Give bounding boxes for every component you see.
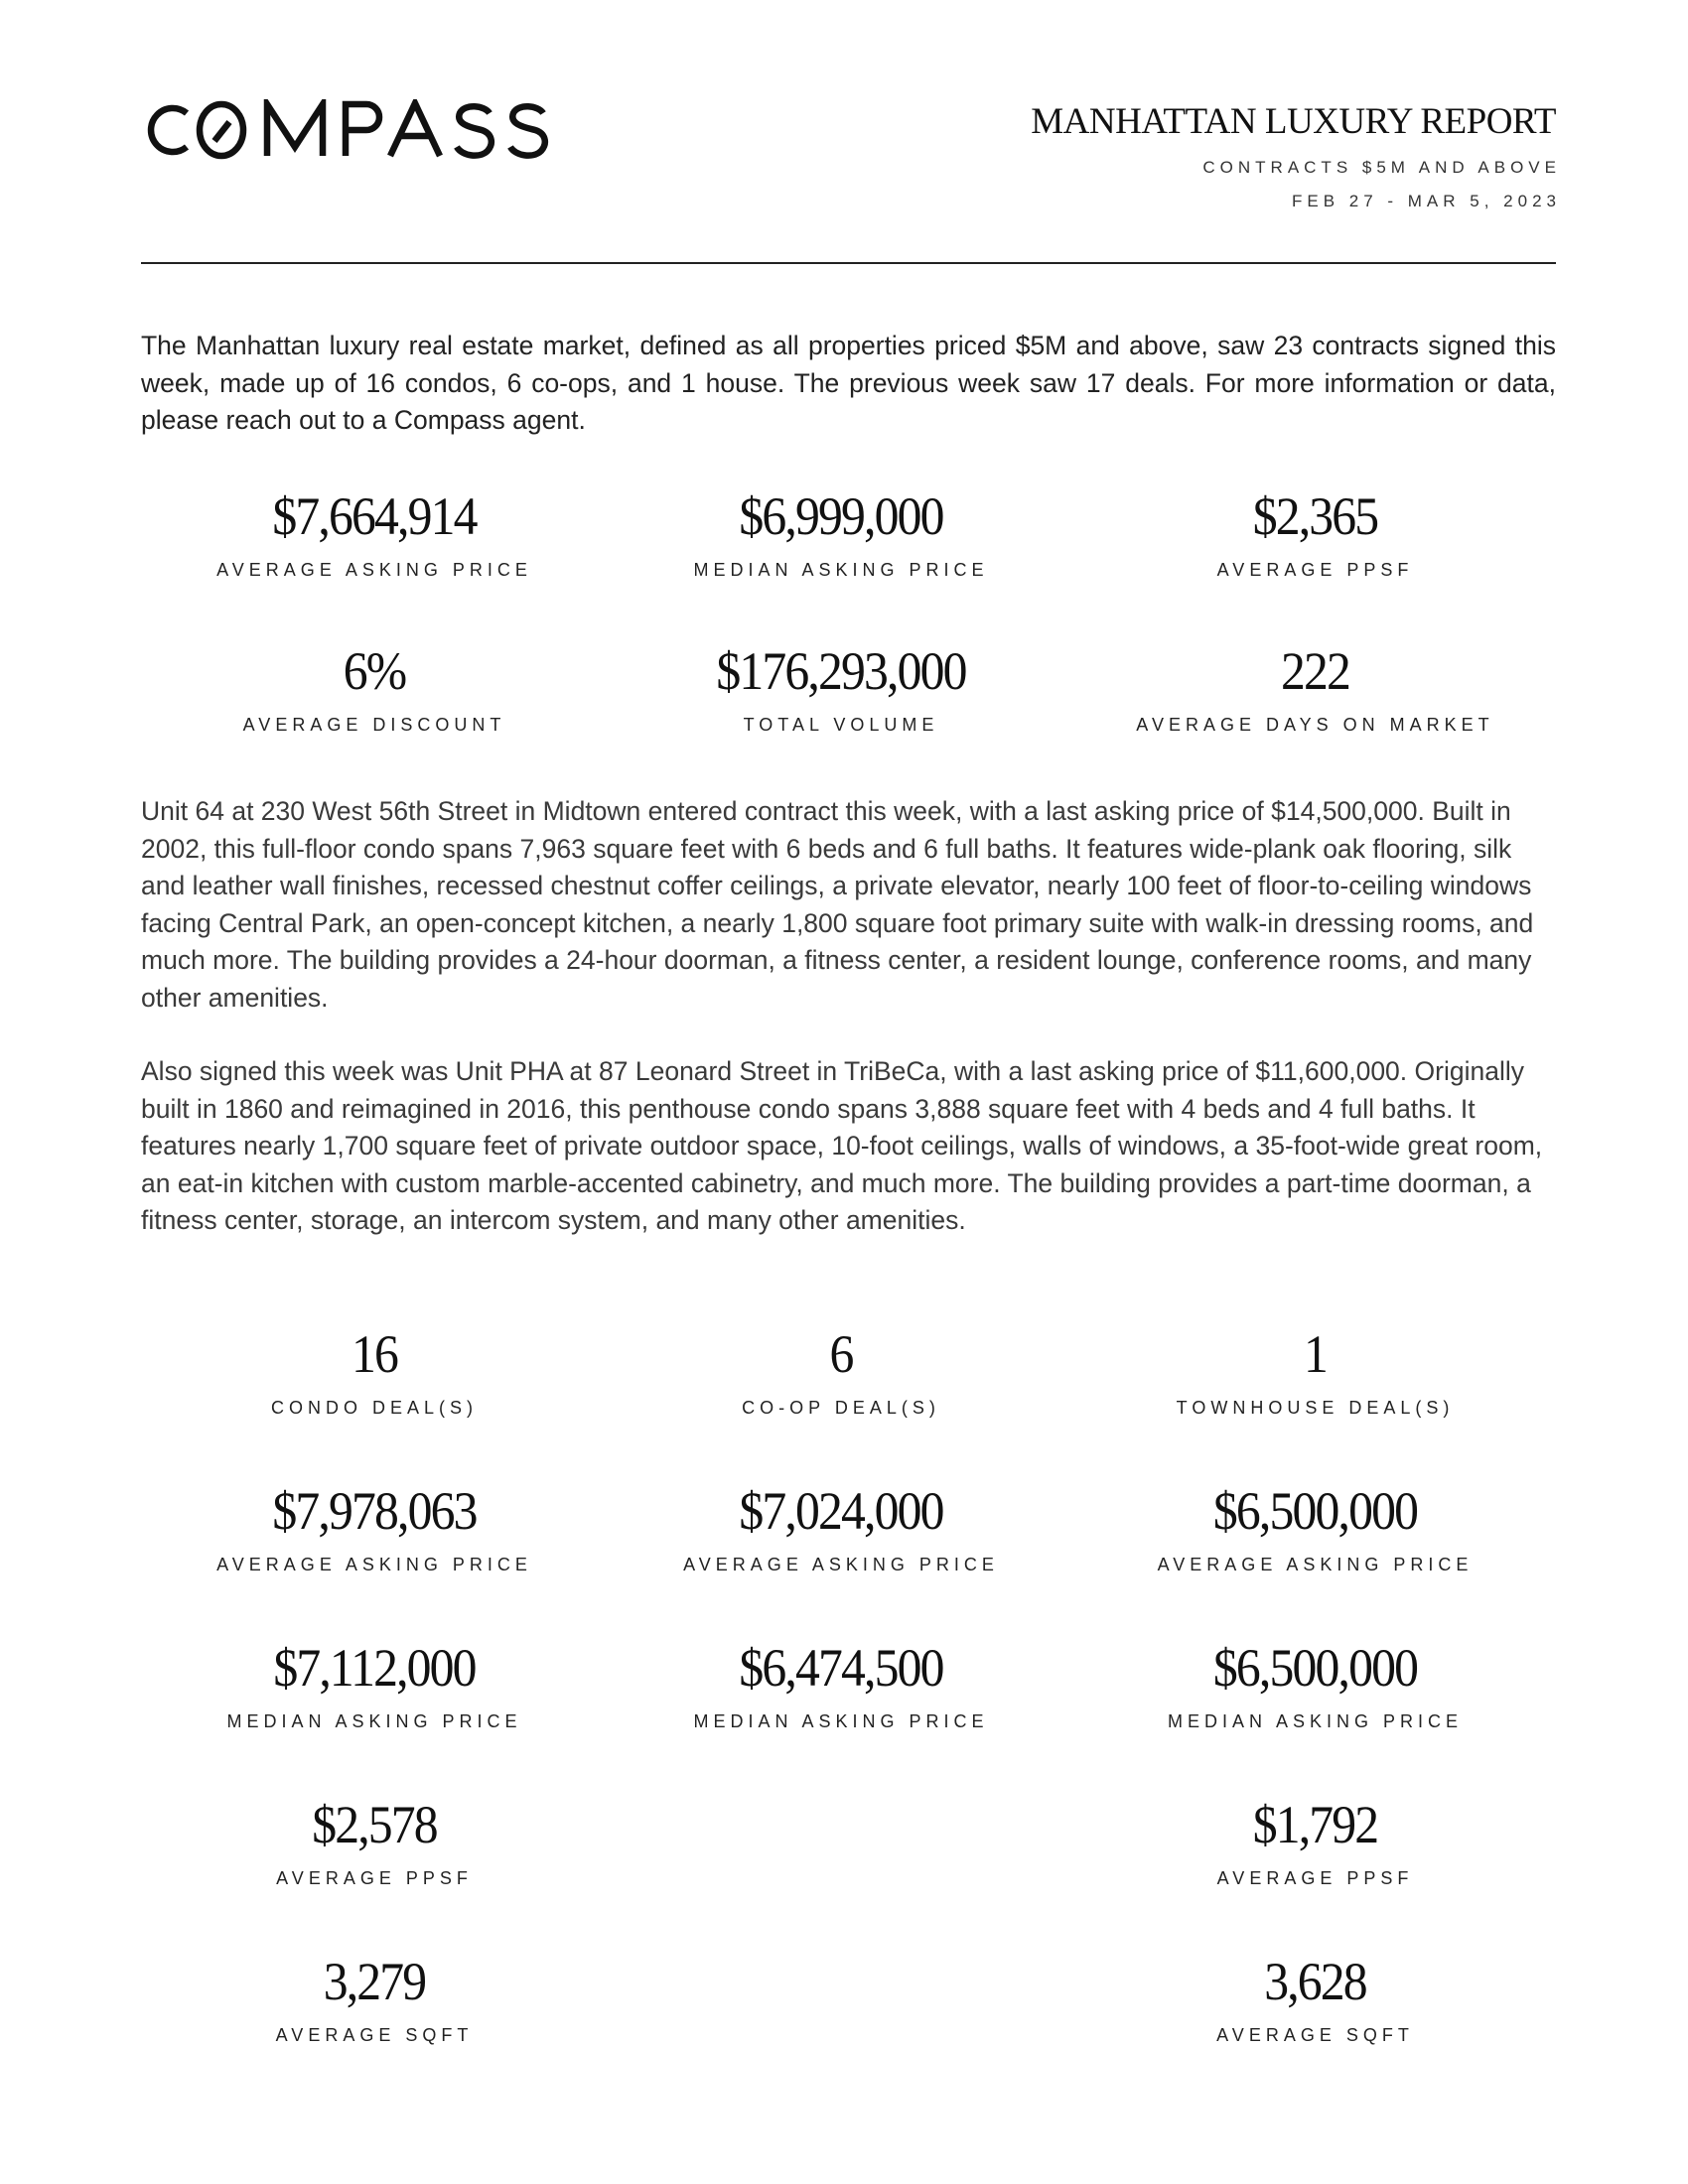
stat-label: MEDIAN ASKING PRICE xyxy=(1167,1711,1464,1731)
stat-value: 6 xyxy=(829,1324,853,1384)
stat-average-ppsf xyxy=(1074,484,1556,639)
stat-label: AVERAGE PPSF xyxy=(1216,560,1414,580)
stat-value: $6,500,000 xyxy=(1212,1638,1418,1698)
townhouse-average-asking-price xyxy=(1074,1479,1556,1636)
report-title: MANHATTAN LUXURY REPORT xyxy=(1031,101,1556,142)
property-type-breakdown xyxy=(141,1322,1556,2107)
stat-label: AVERAGE PPSF xyxy=(1216,1868,1414,1888)
stat-value: $7,112,000 xyxy=(273,1638,476,1698)
coop-empty-cell xyxy=(608,1793,1074,1950)
stat-value: $7,664,914 xyxy=(272,486,477,546)
compass-logo-icon xyxy=(142,99,559,161)
stat-value: $2,365 xyxy=(1252,486,1378,546)
condo-average-sqft xyxy=(141,1950,608,2107)
condo-average-asking-price xyxy=(141,1479,608,1636)
townhouse-deals xyxy=(1074,1322,1556,1479)
stat-label: AVERAGE ASKING PRICE xyxy=(683,1555,999,1574)
stat-average-discount xyxy=(141,639,608,796)
report-subtitle: CONTRACTS $5M AND ABOVE xyxy=(1202,158,1561,177)
stat-average-asking-price xyxy=(141,484,608,639)
townhouse-average-ppsf xyxy=(1074,1793,1556,1950)
stat-value: 3,628 xyxy=(1264,1952,1366,2011)
stat-value: $7,978,063 xyxy=(272,1481,477,1541)
stat-label: AVERAGE PPSF xyxy=(276,1868,473,1888)
stat-label: AVERAGE DISCOUNT xyxy=(242,715,506,735)
stat-label: AVERAGE DAYS ON MARKET xyxy=(1136,715,1494,735)
stat-value: $2,578 xyxy=(312,1795,437,1854)
stat-value: $7,024,000 xyxy=(739,1481,943,1541)
stat-label: CO-OP DEAL(S) xyxy=(742,1398,940,1418)
coop-median-asking-price xyxy=(608,1636,1074,1793)
compass-logo xyxy=(142,99,559,161)
stat-label: AVERAGE SQFT xyxy=(1216,2025,1414,2045)
stat-value: $1,792 xyxy=(1252,1795,1378,1854)
stat-value: $6,500,000 xyxy=(1212,1481,1418,1541)
stat-label: AVERAGE ASKING PRICE xyxy=(1157,1555,1474,1574)
stat-label: AVERAGE ASKING PRICE xyxy=(216,560,532,580)
condo-deals xyxy=(141,1322,608,1479)
condo-median-asking-price xyxy=(141,1636,608,1793)
summary-stats xyxy=(141,484,1556,796)
stat-average-days-on-market xyxy=(1074,639,1556,796)
townhouse-median-asking-price xyxy=(1074,1636,1556,1793)
stat-value: $176,293,000 xyxy=(716,641,966,701)
stat-label: TOTAL VOLUME xyxy=(743,715,939,735)
intro-paragraph: The Manhattan luxury real estate market, defined as all properties priced $5M and above, saw 23 contracts signed this week, made up of 16 condos, 6 co-ops, and 1 house. The previous week saw 17 deals. For more information or data, please reach out to a Compass agent. xyxy=(141,331,1556,435)
stat-label: MEDIAN ASKING PRICE xyxy=(226,1711,522,1731)
stat-label: TOWNHOUSE DEAL(S) xyxy=(1176,1398,1455,1418)
stat-label: AVERAGE SQFT xyxy=(275,2025,474,2045)
coop-average-asking-price xyxy=(608,1479,1074,1636)
condo-average-ppsf xyxy=(141,1793,608,1950)
stat-value: $6,474,500 xyxy=(739,1638,943,1698)
header-divider xyxy=(141,262,1556,264)
stat-value: 1 xyxy=(1304,1324,1327,1384)
townhouse-average-sqft xyxy=(1074,1950,1556,2107)
highlight-paragraph-87-leonard: Also signed this week was Unit PHA at 87 Leonard Street in TriBeCa, with a last asking price of $11,600,000. Originally built in 1860 and reimagined in 2016, this penthouse condo spans 3,888 square feet with 4 beds and 4 full baths. It features nearly 1,700 square feet of private outdoor space, 10-foot ceilings, walls of windows, a 35-foot-wide great room, an eat-in kitchen with custom marble-accented cabinetry, and much more. The building provides a part-time doorman, a fitness center, storage, an intercom system, and many other amenities. xyxy=(141,1056,1543,1235)
stat-median-asking-price xyxy=(608,484,1074,639)
report-date-range: FEB 27 - MAR 5, 2023 xyxy=(1291,192,1561,210)
stat-total-volume xyxy=(608,639,1074,796)
report-header xyxy=(1031,99,1561,212)
stat-value: $6,999,000 xyxy=(739,486,943,546)
highlight-paragraph-230-west-56th: Unit 64 at 230 West 56th Street in Midtown entered contract this week, with a last asking price of $14,500,000. Built in 2002, this full-floor condo spans 7,963 square feet with 6 beds and 6 full baths. It features wide-plank oak flooring, silk and leather wall finishes, recessed chestnut coffer ceilings, a private elevator, nearly 100 feet of floor-to-ceiling windows facing Central Park, an open-concept kitchen, a nearly 1,800 square foot primary suite with walk-in dressing rooms, and much more. The building provides a 24-hour doorman, a fitness center, a resident lounge, conference rooms, and many other amenities. xyxy=(141,796,1534,1013)
stat-value: 3,279 xyxy=(323,1952,426,2011)
stat-value: 6% xyxy=(343,641,406,701)
stat-value: 222 xyxy=(1281,641,1349,701)
stat-label: CONDO DEAL(S) xyxy=(270,1398,478,1418)
stat-label: MEDIAN ASKING PRICE xyxy=(693,1711,989,1731)
stat-label: AVERAGE ASKING PRICE xyxy=(216,1555,532,1574)
coop-deals xyxy=(608,1322,1074,1479)
coop-empty-cell xyxy=(608,1950,1074,2107)
stat-value: 16 xyxy=(352,1324,397,1384)
stat-label: MEDIAN ASKING PRICE xyxy=(693,560,989,580)
